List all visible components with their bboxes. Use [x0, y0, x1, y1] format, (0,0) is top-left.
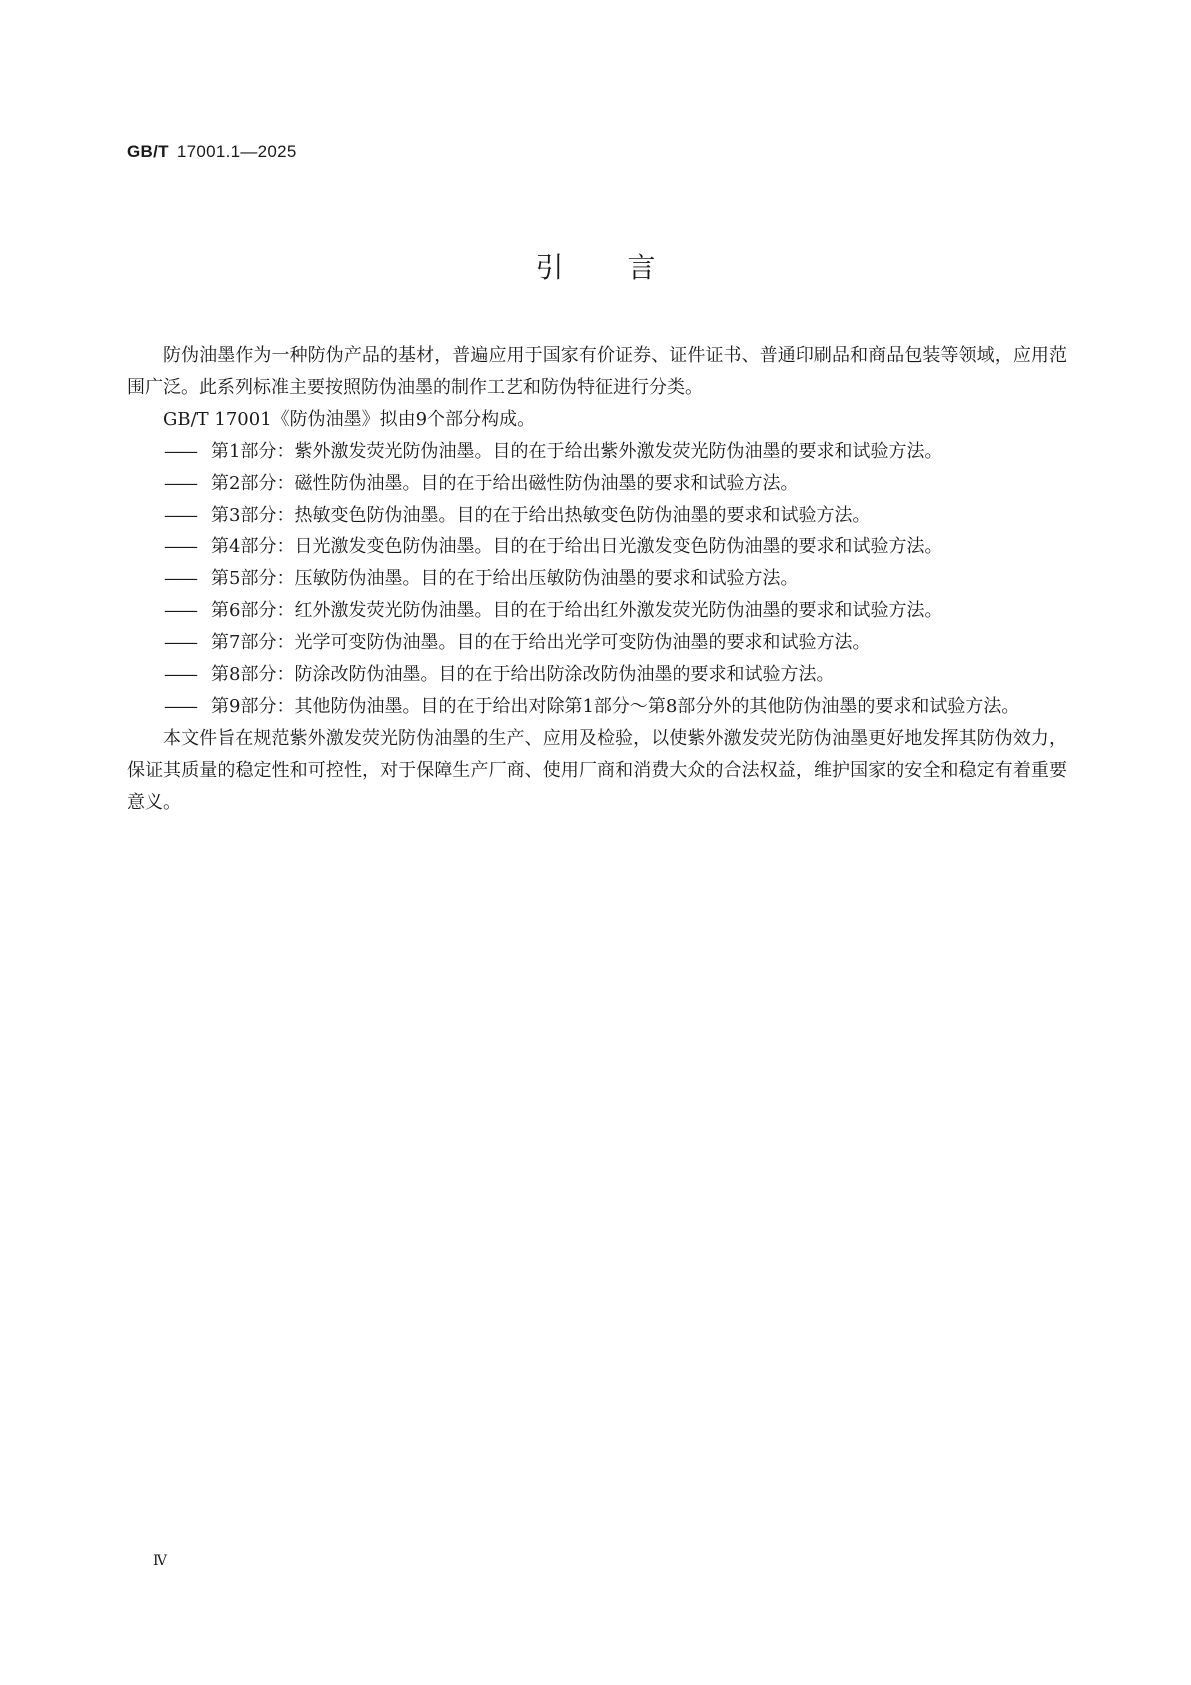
- intro-paragraph: GB/T 17001《防伪油墨》拟由9个部分构成。: [163, 408, 536, 430]
- part-item: [127, 691, 1067, 723]
- list-dash: ——: [164, 536, 196, 558]
- list-dash: ——: [164, 664, 196, 686]
- part-text: 第2部分：磁性防伪油墨。目的在于给出磁性防伪油墨的要求和试验方法。: [211, 472, 799, 494]
- introduction-body: [127, 340, 1067, 819]
- list-dash: ——: [164, 568, 196, 590]
- part-item: [127, 563, 1067, 595]
- part-text: 第6部分：红外激发荧光防伪油墨。目的在于给出红外激发荧光防伪油墨的要求和试验方法。: [211, 600, 943, 622]
- part-item: [127, 468, 1067, 500]
- part-text: 第8部分：防涂改防伪油墨。目的在于给出防涂改防伪油墨的要求和试验方法。: [211, 664, 835, 686]
- part-text: 第9部分：其他防伪油墨。目的在于给出对除第1部分～第8部分外的其他防伪油墨的要求和试验方法。: [211, 695, 1020, 717]
- part-item: [127, 659, 1067, 691]
- list-dash: ——: [164, 695, 196, 717]
- intro-paragraph: 防伪油墨作为一种防伪产品的基材，普遍应用于国家有价证券、证件证书、普通印刷品和商品包装等领域，应用范围广泛。此系列标准主要按照防伪油墨的制作工艺和防伪特征进行分类。: [127, 345, 1067, 398]
- part-item: [127, 500, 1067, 532]
- list-dash: ——: [164, 632, 196, 654]
- standard-number: 17001.1—2025: [176, 142, 297, 161]
- list-dash: ——: [164, 504, 196, 526]
- parts-list: [127, 436, 1067, 723]
- part-item: [127, 531, 1067, 563]
- page-number: Ⅳ: [153, 1553, 167, 1569]
- part-text: 第4部分：日光激发变色防伪油墨。目的在于给出日光激发变色防伪油墨的要求和试验方法。: [211, 536, 943, 558]
- list-dash: ——: [164, 600, 196, 622]
- closing-paragraph: 本文件旨在规范紫外激发荧光防伪油墨的生产、应用及检验，以使紫外激发荧光防伪油墨更好地发挥其防伪效力，保证其质量的稳定性和可控性，对于保障生产厂商、使用厂商和消费大众的合法权益，维护国家的安全和稳定有着重要意义。: [127, 727, 1067, 813]
- page-title: 引言: [535, 251, 720, 284]
- part-item: [127, 627, 1067, 659]
- standard-prefix: GB/T: [127, 142, 169, 161]
- part-item: [127, 595, 1067, 627]
- list-dash: ——: [164, 472, 196, 494]
- list-dash: ——: [164, 440, 196, 462]
- part-text: 第3部分：热敏变色防伪油墨。目的在于给出热敏变色防伪油墨的要求和试验方法。: [211, 504, 871, 526]
- part-text: 第5部分：压敏防伪油墨。目的在于给出压敏防伪油墨的要求和试验方法。: [211, 568, 799, 590]
- part-text: 第7部分：光学可变防伪油墨。目的在于给出光学可变防伪油墨的要求和试验方法。: [211, 632, 871, 654]
- part-item: [127, 436, 1067, 468]
- standard-code: [127, 142, 297, 162]
- part-text: 第1部分：紫外激发荧光防伪油墨。目的在于给出紫外激发荧光防伪油墨的要求和试验方法。: [211, 440, 943, 462]
